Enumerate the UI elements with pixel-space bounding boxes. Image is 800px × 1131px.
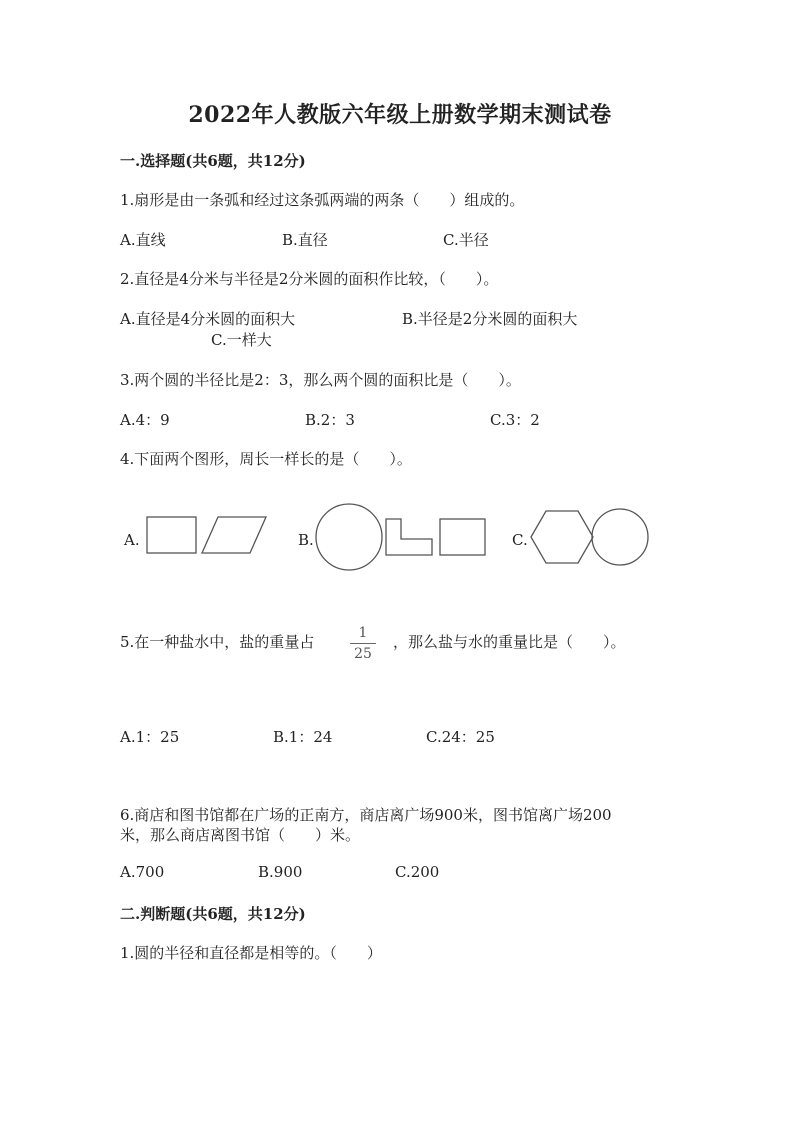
question-5-stem-pre: 5.在一种盐水中，盐的重量占 xyxy=(120,633,315,651)
option-b-square xyxy=(440,519,485,555)
question-3-option-a: A.4：9 xyxy=(120,411,170,429)
question-4-option-a: A. xyxy=(124,531,140,549)
option-b-circle xyxy=(316,504,382,570)
question-2-option-a: A.直径是4分米圆的面积大 xyxy=(120,310,296,328)
option-a-rectangle xyxy=(147,517,196,553)
question-5-stem-post: ，那么盐与水的重量比是（ ）。 xyxy=(393,633,626,651)
question-1-option-b: B.直径 xyxy=(282,231,328,249)
question-1-stem: 1.扇形是由一条弧和经过这条弧两端的两条（ ）组成的。 xyxy=(120,191,525,209)
fraction-bar xyxy=(350,643,376,644)
section1-heading: 一.选择题(共6题，共12分) xyxy=(120,152,306,170)
question-6-stem-line2: 米，那么商店离图书馆（ ）米。 xyxy=(120,826,361,844)
section2-heading: 二.判断题(共6题，共12分) xyxy=(120,905,306,923)
question-6-option-a: A.700 xyxy=(120,863,165,881)
question-1-option-c: C.半径 xyxy=(443,231,489,249)
fraction-numerator: 1 xyxy=(358,625,368,641)
question-6-option-c: C.200 xyxy=(395,863,440,881)
question-3-option-b: B.2：3 xyxy=(305,411,355,429)
question-2-option-b: B.半径是2分米圆的面积大 xyxy=(402,310,578,328)
page-title: 2022年人教版六年级上册数学期末测试卷 xyxy=(188,102,612,128)
question-2-option-c: C.一样大 xyxy=(211,331,272,349)
option-c-circle xyxy=(592,509,648,565)
question-3-option-c: C.3：2 xyxy=(490,411,540,429)
question-2-stem: 2.直径是4分米与半径是2分米圆的面积作比较，（ ）。 xyxy=(120,270,499,288)
question-5-fraction xyxy=(348,624,378,663)
question-4-option-b: B. xyxy=(298,531,314,549)
fraction-denominator: 25 xyxy=(354,646,372,662)
question-6-stem-line1: 6.商店和图书馆都在广场的正南方，商店离广场900米，图书馆离广场200 xyxy=(120,806,612,824)
judge-question-1-stem: 1.圆的半径和直径都是相等的。（ ） xyxy=(120,944,382,962)
question-6-option-b: B.900 xyxy=(258,863,303,881)
question-4-stem: 4.下面两个图形，周长一样长的是（ ）。 xyxy=(120,450,412,468)
question-3-stem: 3.两个圆的半径比是2：3，那么两个圆的面积比是（ ）。 xyxy=(120,371,521,389)
question-4-option-c: C. xyxy=(512,531,528,549)
option-c-hexagon xyxy=(531,511,593,563)
option-a-parallelogram xyxy=(202,517,266,553)
option-b-l-shape xyxy=(386,519,432,555)
question-1-option-a: A.直线 xyxy=(120,231,166,249)
question-5-option-c: C.24：25 xyxy=(426,728,495,746)
question-5-option-b: B.1：24 xyxy=(273,728,333,746)
question-5-option-a: A.1：25 xyxy=(120,728,180,746)
